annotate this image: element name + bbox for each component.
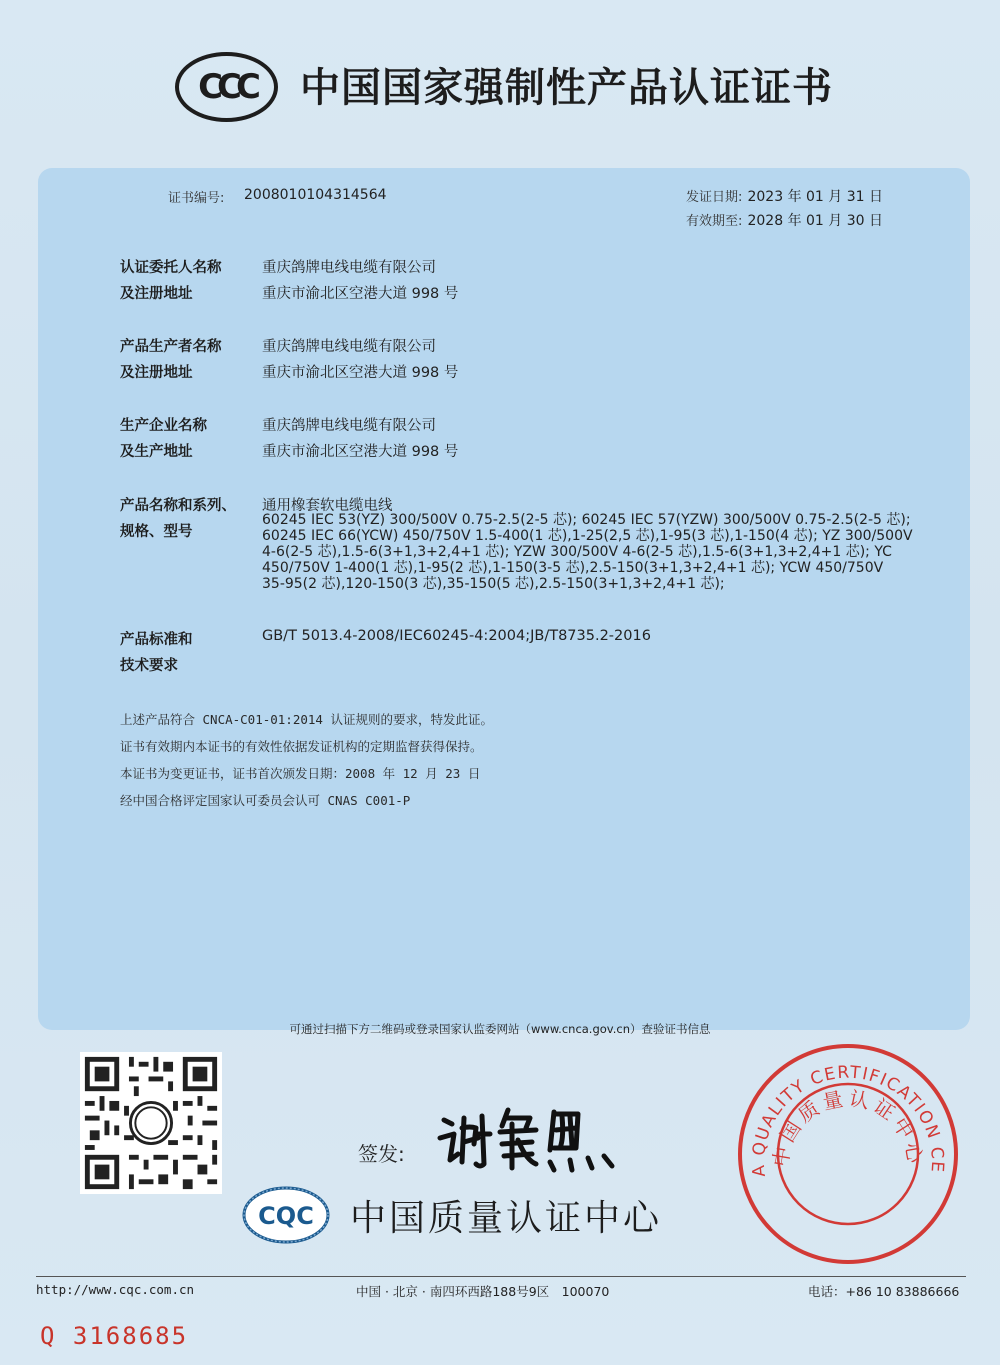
seal-outer-text: A QUALITY CERTIFICATION CE — [748, 1062, 948, 1178]
cqc-logo — [242, 1186, 330, 1244]
valid-date-row — [686, 210, 883, 230]
cert-number-label: 证书编号: — [168, 191, 225, 206]
manufacturer-label-1: 产品生产者名称 — [120, 339, 222, 355]
footer-divider — [36, 1276, 966, 1277]
product-models — [262, 512, 942, 592]
model-line: 60245 IEC 53(YZ) 300/500V 0.75-2.5(2-5 芯); 60245 IEC 57(YZW) 300/500V 0.75-2.5(2-5 芯); — [262, 512, 911, 528]
seal-inner-text: 中国质量认证中心 — [768, 1086, 928, 1169]
product-name: 通用橡套软电缆电线 — [262, 498, 393, 514]
factory-name: 重庆鸽牌电线电缆有限公司 — [262, 418, 436, 434]
issue-date-label: 发证日期: — [686, 190, 743, 205]
applicant-address: 重庆市渝北区空港大道 998 号 — [262, 286, 459, 302]
cert-number: 2008010104314564 — [244, 187, 387, 203]
product-label-2: 规格、型号 — [120, 524, 193, 540]
qr-code[interactable] — [80, 1052, 222, 1194]
applicant-label-1: 认证委托人名称 — [120, 260, 222, 276]
verify-note: 可通过扫描下方二维码或登录国家认监委网站（www.cnca.gov.cn）查验证书信息 — [289, 1022, 711, 1036]
note-line: 上述产品符合 CNCA-C01-01:2014 认证规则的要求，特发此证。 — [120, 712, 493, 727]
standard-value: GB/T 5013.4-2008/IEC60245-4:2004;JB/T8735.2-2016 — [262, 628, 651, 644]
model-line: 60245 IEC 66(YCW) 450/750V 1.5-400(1 芯),1-25(2,5 芯),1-95(3 芯),1-150(4 芯); YZ 300/500V — [262, 528, 913, 544]
valid-date-label: 有效期至: — [686, 214, 743, 229]
official-seal — [736, 1042, 960, 1266]
cqc-logo-text: CQC — [258, 1202, 314, 1230]
issue-date: 2023 年 01 月 31 日 — [747, 189, 883, 205]
note-line: 本证书为变更证书，证书首次颁发日期：2008 年 12 月 23 日 — [120, 766, 481, 781]
footer-website[interactable]: http://www.cqc.com.cn — [36, 1282, 195, 1297]
applicant-name: 重庆鸽牌电线电缆有限公司 — [262, 260, 436, 276]
issuer-name: 中国质量认证中心 — [350, 1198, 663, 1239]
model-line: 450/750V 1-400(1 芯),1-95(2 芯),1-150(3-5 芯),2.5-150(3+1,3+2,4+1 芯); YCW 450/750V — [262, 560, 884, 576]
signature — [432, 1098, 642, 1178]
signature-graphic — [432, 1098, 642, 1178]
standard-label-1: 产品标准和 — [120, 632, 193, 648]
note-line: 证书有效期内本证书的有效性依据发证机构的定期监督获得保持。 — [120, 739, 483, 754]
factory-label-1: 生产企业名称 — [120, 418, 207, 434]
factory-address: 重庆市渝北区空港大道 998 号 — [262, 444, 459, 460]
cqc-logo-graphic — [242, 1186, 330, 1244]
issue-date-row — [686, 186, 883, 206]
model-line: 35-95(2 芯),120-150(3 芯),35-150(5 芯),2.5-150(3+1,3+2,4+1 芯); — [262, 576, 725, 592]
seal-graphic — [736, 1042, 960, 1266]
model-line: 4-6(2-5 芯),1.5-6(3+1,3+2,4+1 芯); YZW 300/500V 4-6(2-5 芯),1.5-6(3+1,3+2,4+1 芯); YC — [262, 544, 892, 560]
ccc-logo — [175, 52, 278, 122]
standard-label-2: 技术要求 — [120, 658, 178, 674]
qr-code-graphic — [80, 1052, 222, 1194]
factory-label-2: 及生产地址 — [120, 444, 193, 460]
footer-phone: 电话：+86 10 83886666 — [808, 1284, 960, 1299]
signature-label: 签发: — [358, 1142, 405, 1166]
ccc-logo-text: CCC — [198, 67, 255, 107]
certificate-title: 中国国家强制性产品认证证书 — [300, 65, 833, 111]
manufacturer-address: 重庆市渝北区空港大道 998 号 — [262, 365, 459, 381]
manufacturer-label-2: 及注册地址 — [120, 365, 193, 381]
applicant-label-2: 及注册地址 — [120, 286, 193, 302]
serial-number: Q 3168685 — [40, 1322, 189, 1350]
footer-address: 中国 · 北京 · 南四环西路188号9区 100070 — [356, 1284, 610, 1299]
valid-date: 2028 年 01 月 30 日 — [747, 213, 883, 229]
manufacturer-name: 重庆鸽牌电线电缆有限公司 — [262, 339, 436, 355]
note-line: 经中国合格评定国家认可委员会认可 CNAS C001-P — [120, 793, 411, 808]
product-label-1: 产品名称和系列、 — [120, 498, 236, 514]
